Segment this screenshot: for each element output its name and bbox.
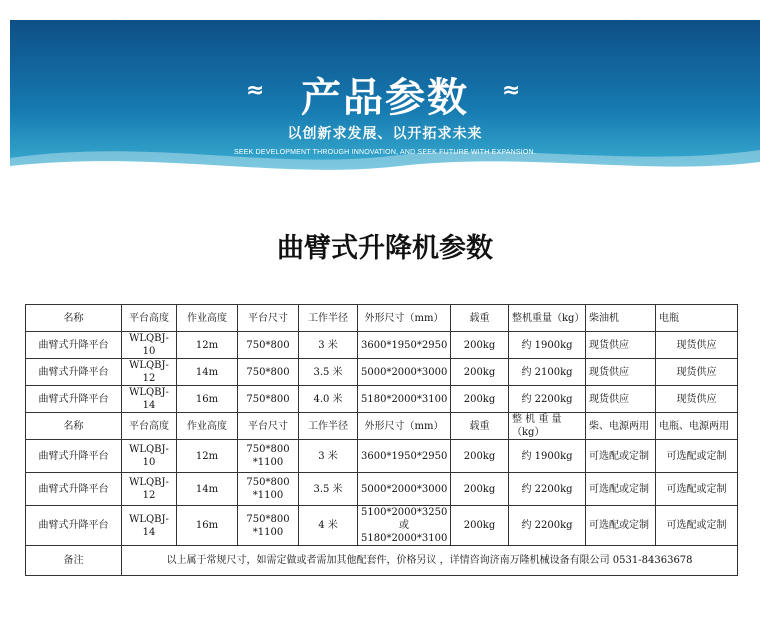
banner-subtitle: 以创新求发展、以开拓求未来 bbox=[287, 126, 483, 142]
cell: 3 米 bbox=[299, 332, 358, 359]
cell: 可选配或定制 bbox=[656, 473, 738, 506]
header-cell: 平台高度 bbox=[122, 413, 177, 440]
cell: 14m bbox=[177, 473, 238, 506]
table2-header-row bbox=[26, 413, 738, 440]
wave-decoration-right: ≈ bbox=[502, 78, 517, 103]
cell: 曲臂式升降平台 bbox=[26, 359, 122, 386]
header-cell: 电瓶、电源两用 bbox=[656, 413, 738, 440]
table-row bbox=[26, 386, 738, 413]
cell: 5180*2000*3100 bbox=[358, 386, 451, 413]
note-label: 备注 bbox=[26, 546, 122, 576]
cell: 4.0 米 bbox=[299, 386, 358, 413]
cell: 5000*2000*3000 bbox=[358, 359, 451, 386]
cell: 200kg bbox=[451, 440, 509, 473]
header-cell: 工作半径 bbox=[299, 305, 358, 332]
cell: 200kg bbox=[451, 332, 509, 359]
cell: 约 2200kg bbox=[509, 386, 586, 413]
table-row bbox=[26, 473, 738, 506]
banner-title: 产品参数 bbox=[301, 75, 469, 121]
table-row bbox=[26, 440, 738, 473]
cell: 750*800 bbox=[238, 332, 299, 359]
banner-subtitle-en: SEEK DEVELOPMENT THROUGH INNOVATION, AND SEEK FUTURE WITH EXPANSION. bbox=[234, 149, 536, 156]
table1-header-row bbox=[26, 305, 738, 332]
cell: 12m bbox=[177, 440, 238, 473]
note-text: 以上属于常规尺寸，如需定做或者需加其他配套件，价格另议 ，详情咨询济南万隆机械设备有限公司 0531-84363678 bbox=[122, 546, 738, 576]
table-row bbox=[26, 506, 738, 546]
header-cell: 电瓶 bbox=[656, 305, 738, 332]
cell: 16m bbox=[177, 386, 238, 413]
spec-table bbox=[25, 304, 738, 576]
cell: 现货供应 bbox=[656, 386, 738, 413]
table-row bbox=[26, 332, 738, 359]
cell: 可选配或定制 bbox=[586, 473, 656, 506]
cell: 3600*1950*2950 bbox=[358, 440, 451, 473]
header-cell: 外形尺寸（mm） bbox=[358, 413, 451, 440]
cell: 200kg bbox=[451, 359, 509, 386]
cell: 5100*2000*3250 或 5180*2000*3100 bbox=[358, 506, 451, 546]
cell: WLQBJ-10 bbox=[122, 332, 177, 359]
cell: 约 2100kg bbox=[509, 359, 586, 386]
cell: 3.5 米 bbox=[299, 473, 358, 506]
table-row bbox=[26, 359, 738, 386]
header-banner bbox=[10, 20, 760, 180]
cell: 曲臂式升降平台 bbox=[26, 386, 122, 413]
cell: 曲臂式升降平台 bbox=[26, 440, 122, 473]
cell: 现货供应 bbox=[656, 359, 738, 386]
cell: 200kg bbox=[451, 473, 509, 506]
cell: 曲臂式升降平台 bbox=[26, 332, 122, 359]
cell: 可选配或定制 bbox=[656, 440, 738, 473]
cell: 现货供应 bbox=[586, 332, 656, 359]
cell: 750*800 bbox=[238, 386, 299, 413]
header-cell: 外形尺寸（mm） bbox=[358, 305, 451, 332]
header-cell: 作业高度 bbox=[177, 413, 238, 440]
header-cell: 平台尺寸 bbox=[238, 413, 299, 440]
cell: 可选配或定制 bbox=[586, 506, 656, 546]
header-cell: 名称 bbox=[26, 413, 122, 440]
cell: 12m bbox=[177, 332, 238, 359]
cell: 可选配或定制 bbox=[586, 440, 656, 473]
cell: 可选配或定制 bbox=[656, 506, 738, 546]
cell: 现货供应 bbox=[586, 359, 656, 386]
header-cell: 柴油机 bbox=[586, 305, 656, 332]
cell: 200kg bbox=[451, 386, 509, 413]
cell: 约 1900kg bbox=[509, 440, 586, 473]
cell: 200kg bbox=[451, 506, 509, 546]
cell: 16m bbox=[177, 506, 238, 546]
cell: WLQBJ-14 bbox=[122, 386, 177, 413]
cell: WLQBJ-14 bbox=[122, 506, 177, 546]
header-cell: 整 机 重 量（kg） bbox=[509, 413, 586, 440]
header-cell: 作业高度 bbox=[177, 305, 238, 332]
cell: 750*800 *1100 bbox=[238, 473, 299, 506]
cell: 曲臂式升降平台 bbox=[26, 473, 122, 506]
cell: 750*800 bbox=[238, 359, 299, 386]
cell: 3600*1950*2950 bbox=[358, 332, 451, 359]
cell: 3 米 bbox=[299, 440, 358, 473]
note-row bbox=[26, 546, 738, 576]
cell: 3.5 米 bbox=[299, 359, 358, 386]
cell: 750*800 *1100 bbox=[238, 440, 299, 473]
cell: WLQBJ-12 bbox=[122, 473, 177, 506]
cell: 4 米 bbox=[299, 506, 358, 546]
header-cell: 柴、电源两用 bbox=[586, 413, 656, 440]
cell: 现货供应 bbox=[656, 332, 738, 359]
cell: 14m bbox=[177, 359, 238, 386]
cell: 5000*2000*3000 bbox=[358, 473, 451, 506]
header-cell: 平台高度 bbox=[122, 305, 177, 332]
cell: 约 1900kg bbox=[509, 332, 586, 359]
header-cell: 载重 bbox=[451, 305, 509, 332]
header-cell: 整机重量（kg） bbox=[509, 305, 586, 332]
cell: 曲臂式升降平台 bbox=[26, 506, 122, 546]
header-cell: 工作半径 bbox=[299, 413, 358, 440]
wave-decoration-left: ≈ bbox=[246, 78, 261, 103]
header-cell: 名称 bbox=[26, 305, 122, 332]
header-cell: 平台尺寸 bbox=[238, 305, 299, 332]
cell: 约 2200kg bbox=[509, 473, 586, 506]
cell: 约 2200kg bbox=[509, 506, 586, 546]
header-cell: 载重 bbox=[451, 413, 509, 440]
cell: 现货供应 bbox=[586, 386, 656, 413]
cell: 750*800 *1100 bbox=[238, 506, 299, 546]
cell: WLQBJ-12 bbox=[122, 359, 177, 386]
page-title: 曲臂式升降机参数 bbox=[277, 233, 493, 264]
cell: WLQBJ-10 bbox=[122, 440, 177, 473]
